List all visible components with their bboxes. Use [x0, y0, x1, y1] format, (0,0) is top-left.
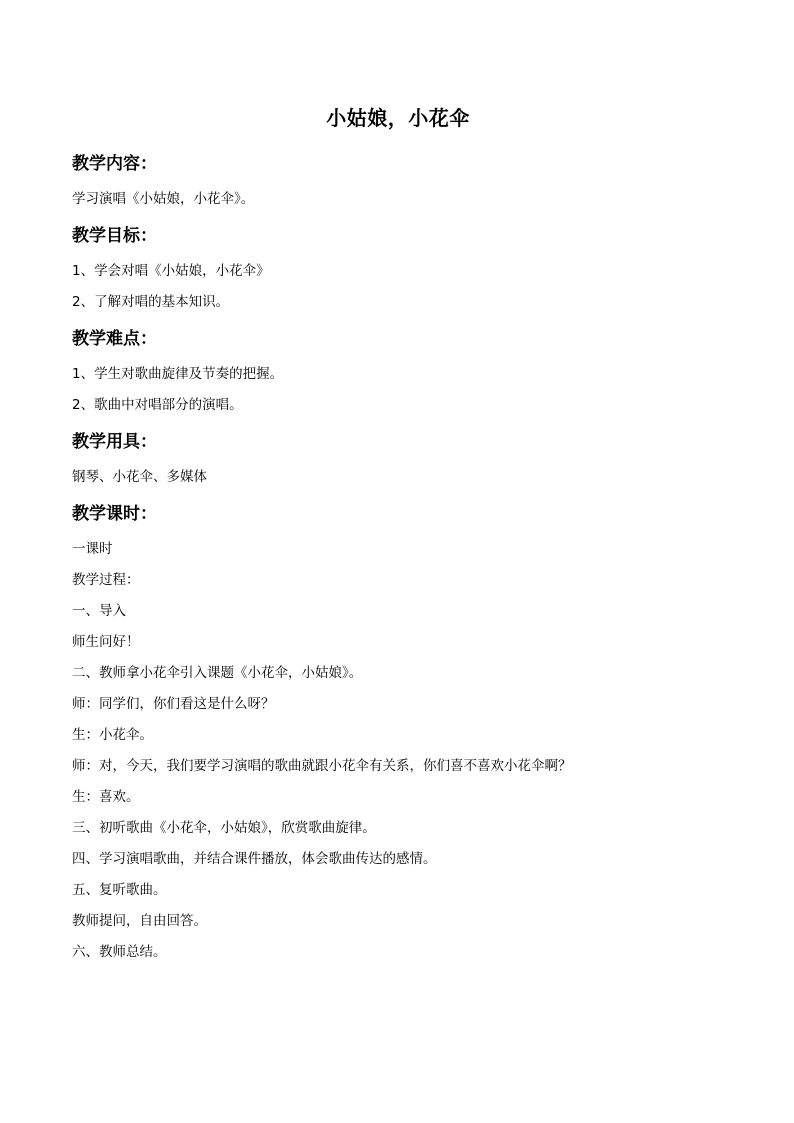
section-teaching-content: [72, 152, 724, 208]
content-line: 学习演唱《小姑娘，小花伞》。: [72, 191, 255, 207]
section-teaching-periods: [72, 502, 724, 961]
content-line: 六、教师总结。: [72, 944, 167, 960]
section-heading: 教学难点：: [72, 329, 157, 349]
content-line: 五、复听歌曲。: [72, 882, 167, 898]
content-line: 师生问好！: [72, 634, 140, 650]
content-line: 教学过程：: [72, 572, 140, 588]
section-teaching-objectives: [72, 224, 724, 311]
content-line: 一课时: [72, 541, 113, 557]
section-heading: 教学目标：: [72, 226, 157, 246]
content-line: 2、了解对唱的基本知识。: [72, 294, 230, 310]
section-heading: 教学课时：: [72, 504, 157, 524]
content-line: 教师提问，自由回答。: [72, 913, 207, 929]
content-line: 四、学习演唱歌曲，并结合课件播放，体会歌曲传达的感情。: [72, 851, 437, 867]
section-teaching-tools: [72, 430, 724, 486]
content-line: 二、教师拿小花伞引入课题《小花伞，小姑娘》。: [72, 665, 363, 681]
content-line: 师：同学们，你们看这是什么呀？: [72, 696, 275, 712]
section-heading: 教学内容：: [72, 154, 157, 174]
document-title: 小姑娘，小花伞: [326, 106, 470, 130]
section-heading: 教学用具：: [72, 432, 157, 452]
content-line: 钢琴、小花伞、多媒体: [72, 469, 207, 485]
content-line: 2、歌曲中对唱部分的演唱。: [72, 397, 243, 413]
content-line: 生：喜欢。: [72, 789, 140, 805]
content-line: 三、初听歌曲《小花伞，小姑娘》，欣赏歌曲旋律。: [72, 820, 376, 836]
content-line: 师：对，今天，我们要学习演唱的歌曲就跟小花伞有关系，你们喜不喜欢小花伞啊？: [72, 758, 572, 774]
content-line: 1、学会对唱《小姑娘，小花伞》: [72, 263, 270, 279]
section-teaching-difficulties: [72, 327, 724, 414]
content-line: 一、导入: [72, 603, 126, 619]
content-line: 1、学生对歌曲旋律及节奏的把握。: [72, 366, 284, 382]
content-line: 生：小花伞。: [72, 727, 153, 743]
